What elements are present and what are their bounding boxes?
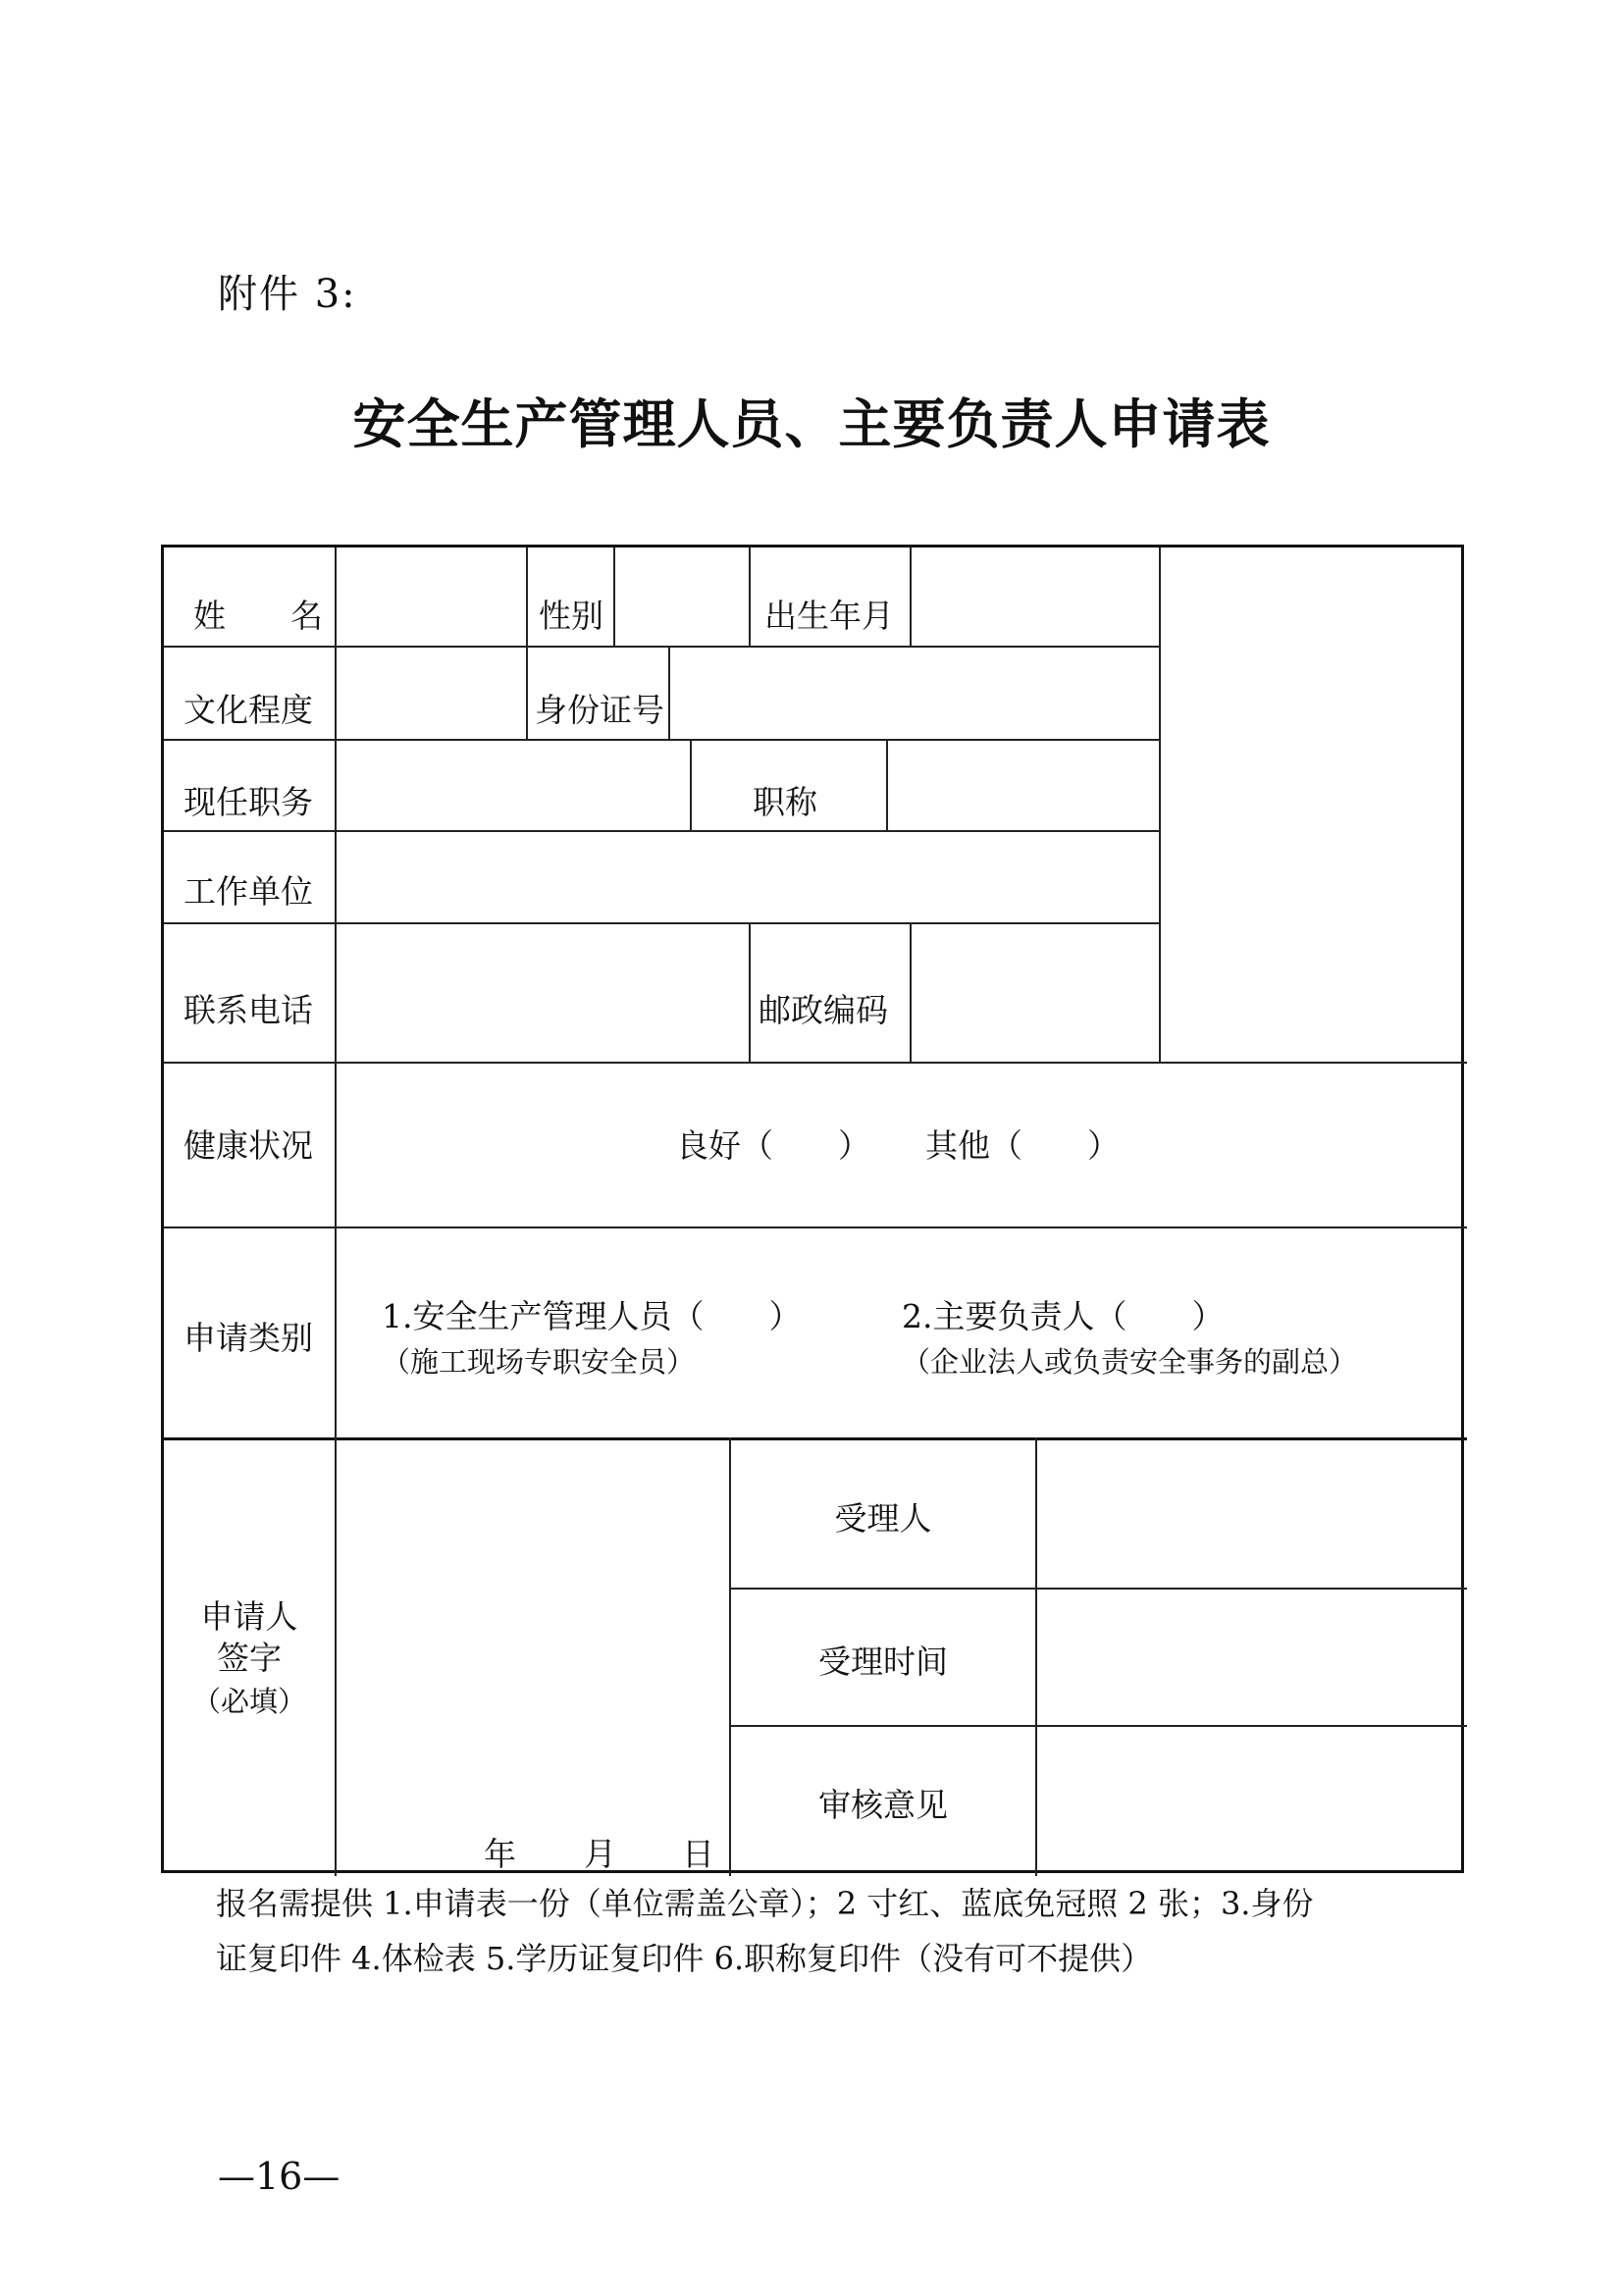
form-title: 安全生产管理人员、主要负责人申请表	[352, 392, 1271, 455]
row-line-3	[164, 830, 1159, 832]
attachment-label: 附件 3:	[218, 272, 357, 317]
title-rank-label: 职称	[753, 783, 817, 821]
signature-label-line2: 签字	[217, 1639, 282, 1677]
row-line-8	[729, 1588, 1467, 1590]
col-line-r3a	[690, 739, 692, 830]
row-line-4	[164, 922, 1159, 924]
row-line-6	[164, 1226, 1467, 1228]
col-line-r5b	[910, 922, 912, 1062]
row-line-1	[164, 646, 1159, 648]
row-line-5	[164, 1062, 1467, 1064]
health-label: 健康状况	[183, 1126, 313, 1165]
notes-line-2: 证复印件 4.体检表 5.学历证复印件 6.职称复印件（没有可不提供）	[216, 1940, 1153, 1977]
education-label: 文化程度	[183, 691, 313, 729]
page-number: —16—	[218, 2155, 340, 2198]
category-label: 申请类别	[183, 1319, 313, 1357]
col-line-r2a	[526, 646, 528, 739]
requirements-notes	[216, 1876, 1393, 1986]
gender-label: 性别	[539, 597, 603, 635]
phone-label: 联系电话	[183, 991, 313, 1029]
health-other-option: 其他（ ）	[925, 1126, 1120, 1165]
col-line-r2b	[668, 646, 670, 739]
col-line-label	[335, 548, 337, 1876]
col-line-r3b	[886, 739, 888, 830]
col-line-r1d	[910, 548, 912, 646]
category-option-1: 1.安全生产管理人员（ ）	[382, 1297, 802, 1335]
id-number-label: 身份证号	[535, 691, 664, 729]
position-label: 现任职务	[183, 783, 313, 821]
row-line-2	[164, 739, 1159, 741]
col-line-r1b	[613, 548, 615, 646]
application-form-table	[161, 545, 1464, 1873]
signature-label-line3: （必填）	[191, 1685, 306, 1718]
receive-time-label: 受理时间	[818, 1643, 948, 1681]
receiver-label: 受理人	[834, 1499, 932, 1538]
row-line-7	[164, 1437, 1467, 1440]
row-line-9	[729, 1725, 1467, 1727]
category-option-1-note: （施工现场专职安全员）	[382, 1345, 696, 1379]
col-line-photo	[1159, 548, 1161, 1062]
date-year-label: 年	[484, 1835, 516, 1873]
date-month-label: 月	[584, 1835, 616, 1873]
birth-label: 出生年月	[764, 597, 894, 635]
employer-label: 工作单位	[183, 872, 313, 911]
category-option-2: 2.主要负责人（ ）	[902, 1297, 1225, 1335]
notes-line-1: 报名需提供 1.申请表一份（单位需盖公章）；2 寸红、蓝底免冠照 2 张；3.身份	[216, 1885, 1314, 1922]
col-line-r5a	[749, 922, 751, 1062]
col-line-review	[1035, 1437, 1037, 1876]
col-line-r1c	[749, 548, 751, 646]
health-good-option: 良好（ ）	[676, 1126, 870, 1165]
col-line-r1a	[526, 548, 528, 646]
postcode-label: 邮政编码	[759, 991, 888, 1029]
category-option-2-note: （企业法人或负责安全事务的副总）	[902, 1345, 1358, 1379]
date-day-label: 日	[682, 1835, 714, 1873]
review-opinion-label: 审核意见	[818, 1786, 948, 1824]
name-label: 姓 名	[193, 597, 323, 635]
signature-label-line1: 申请人	[200, 1597, 298, 1636]
